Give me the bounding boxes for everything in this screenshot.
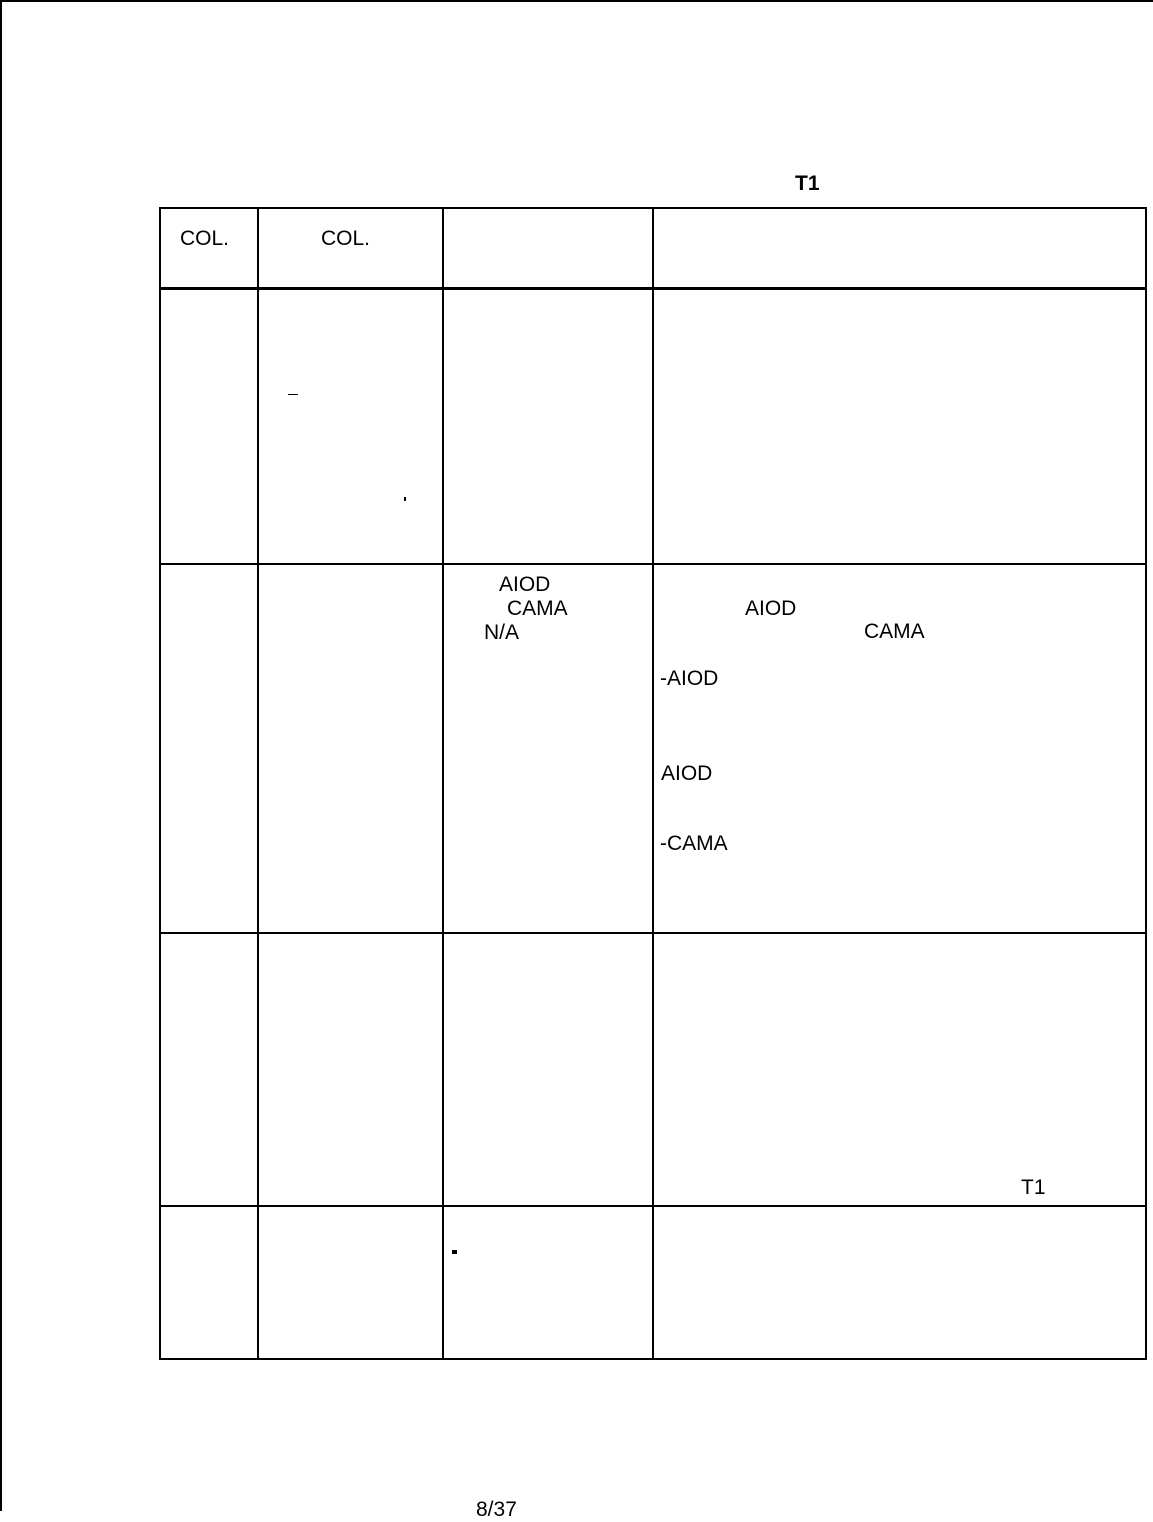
table-right-border (1145, 207, 1147, 1360)
description-cama: CAMA (864, 620, 925, 643)
bullet-mark (452, 1250, 457, 1254)
option-aiod: AIOD (499, 573, 551, 596)
option-na: N/A (484, 621, 520, 644)
description-t1: T1 (1021, 1176, 1046, 1199)
table-left-border (159, 207, 161, 1360)
column-divider (442, 207, 444, 1360)
description-item-aiod-dash: -AIOD (660, 667, 719, 690)
description-aiod: AIOD (745, 597, 797, 620)
option-cama: CAMA (507, 597, 568, 620)
column-divider (257, 207, 259, 1360)
description-item-aiod: AIOD (661, 762, 713, 785)
page-frame-left (0, 0, 2, 1511)
column-divider (652, 207, 654, 1360)
description-item-cama: -CAMA (660, 832, 728, 855)
scan-speck (288, 394, 298, 395)
header-col2-label: COL. (321, 227, 371, 250)
page-number: 8/37 (476, 1498, 517, 1521)
page-heading-fragment: T1 (795, 172, 820, 195)
header-col1-label: COL. (180, 227, 230, 250)
page-frame-top (0, 0, 1153, 2)
scan-speck (404, 497, 406, 501)
